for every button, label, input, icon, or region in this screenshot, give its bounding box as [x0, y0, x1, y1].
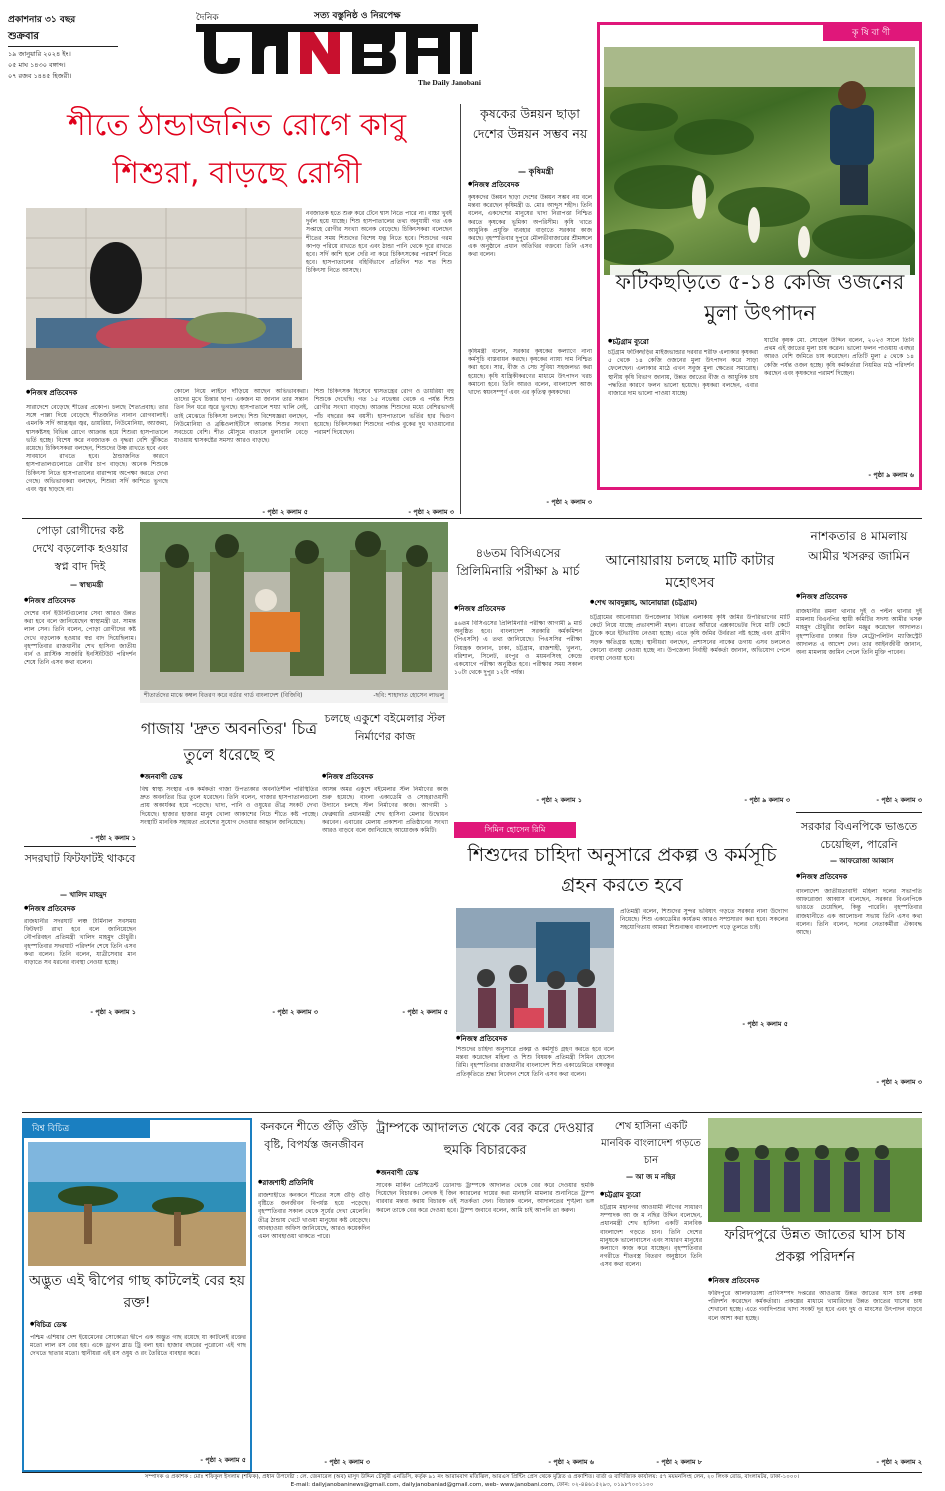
lead-body-c: কোলে নিয়ে লাইনে দাঁড়িয়ে আছেন অভিভাবকরা। তাদের মুখে চিন্তার ছাপ। একজন মা জানান তার সন্তান তিন দিন ধরে জ্বরে ভুগছে। হাসপাতালে শয্যা খালি নেই, তাই মেঝেতে চিকিৎসা চলছে। শিশু বিশেষজ্ঞরা বলছেন, নিউমোনিয়া ও ব্রঙ্কিওলাইটিসে আক্রান্ত শিশুর সংখ্যা সবচেয়ে বেশি। শীত মৌসুমে বাতাসে ধুলাবালি বেড়ে যাওয়ায় শ্বাসকষ্টের সমস্যা আরও বাড়ছে।: [174, 388, 308, 445]
column-rule: [460, 104, 461, 514]
year-label: প্রকাশনার ৩১ বছর: [8, 15, 76, 25]
bgb-photo-caption: [140, 690, 448, 703]
gaza-headline: গাজায় 'দ্রুত অবনতির' চিত্র তুলে ধরেছে হু: [140, 719, 318, 764]
world-box: [22, 1118, 252, 1472]
anowara-headline: আনোয়ারায় চলছে মাটি কাটার মহোৎসব: [605, 553, 775, 591]
sadarghat-rule: [24, 846, 136, 847]
hasina-byline: ● চট্টগ্রাম ব্যুরো: [600, 1190, 641, 1200]
row-rule-2: [22, 1112, 922, 1113]
shishu-byline: ● নিজস্ব প্রতিবেদক: [456, 1034, 507, 1044]
weekday: শুক্রবার: [8, 31, 39, 42]
hasina-attribution: — আ জ ম নছির: [626, 1173, 676, 1181]
kankone-byline: ● রাজশাহী প্রতিনিধি: [258, 1178, 313, 1188]
island-photo: [28, 1142, 246, 1266]
date-english: ১৯ জানুয়ারি ২০২৪ ইং।: [8, 50, 71, 58]
farmer-body-a: কৃষকদের উন্নয়ন ছাড়া দেশের উন্নয়ন সম্ভব নয় বলে মন্তব্য করেছেন কৃষিমন্ত্রী ড. মোঃ আব্দুস শহীদ। তিনি বলেন, একদেশের মানুষের খাদ্য নিরাপত্তা নিশ্চিত করতে কৃষকের ভূমিকা অপরিসীম। কৃষি খাতে আধুনিক প্রযুক্তি ব্যবহার বাড়াতে সরকার কাজ করছে। বৃহস্পতিবার দুপুরে মৌলভীবাজারের শ্রীমঙ্গলে এক অনুষ্ঠানে প্রধান অতিথির বক্তব্যে তিনি এসব কথা বলেন।: [468, 194, 592, 259]
sadarghat-continued: - পৃষ্ঠা ২ কলাম ১: [90, 1008, 136, 1016]
lead-byline: ● নিজস্ব প্রতিবেদক: [26, 388, 77, 398]
world-tag-label: বিশ্ব বিচিত্র: [32, 1124, 70, 1134]
krishi-body-b: ঘাটের কৃষক মো. সোহেল উদ্দিন বলেন, ২০২৩ সালে তিনি প্রথম এই জাতের মুলা চাষ করেন। ভালো ফলন পাওয়ায় এবছর আরও বেশি জমিতে চাষ করেছেন। প্রতিটি মুলা ৫ থেকে ১৪ কেজি পর্যন্ত ওজন হচ্ছে। কৃষি কর্মকর্তারা নিয়মিত মাঠ পরিদর্শন করছেন এবং কৃষকদের পরামর্শ দিচ্ছেন।: [764, 337, 914, 377]
krishi-tag: [823, 25, 919, 41]
world-tag: [24, 1120, 150, 1138]
bgb-photo: [140, 522, 448, 690]
krishi-section: [597, 22, 922, 490]
lead-photo: [26, 208, 302, 380]
kankone-headline: কনকনে শীতে গুঁড়ি গুঁড়ি বৃষ্টি, বিপর্যস্ত জনজীবন: [260, 1120, 368, 1151]
krishi-body-a: চট্টগ্রাম ফটিকছড়ির মাইজভান্ডার দরবার শরীফ এলাকার কৃষকরা ৫ থেকে ১৪ কেজি ওজনের মুলা উৎপাদন করে সাড়া ফেলেছেন। এলাকার মাঠে এখন সবুজ মুলা ক্ষেতের সমারোহ। স্থানীয় কৃষি বিভাগ জানায়, উন্নত জাতের বীজ ও আধুনিক চাষ পদ্ধতির কারণে ফলন ভালো হয়েছে। কৃষকরা বলছেন, এবার বাজারে দাম ভালো পাওয়া যাচ্ছে।: [608, 349, 758, 398]
lead-continued-1: - পৃষ্ঠা ২ কলাম ৫: [262, 508, 308, 516]
burn-continued: - পৃষ্ঠা ২ কলাম ১: [90, 834, 136, 842]
radish-photo: [604, 47, 915, 275]
world-headline: অদ্ভুত এই দ্বীপের গাছ কাটলেই বের হয় রক্ত!: [28, 1273, 246, 1311]
bnp-attribution-text: আফরোজা আব্বাস: [839, 857, 894, 865]
gaza-byline: ● জনবাণী ডেস্ক: [140, 772, 182, 782]
lead-body-a: সারাদেশে বেড়েছে শীতের প্রকোপ। চলছে শৈত্যপ্রবাহ। তার সঙ্গে পাল্লা দিয়ে বেড়েছে শীতজনিত নানান রোগবালাই। এমনকি সর্দি আন্ত্রজ্বর জ্বর, ডায়রিয়া, নিউমোনিয়া, অ্যাজমা, শ্বাসকষ্টসহ বিভিন্ন রোগে আক্রান্ত হয়ে শিশুরা হাসপাতালে ভর্তি হচ্ছে। বিশেষ করে নবজাতক ও বৃদ্ধরা বেশি ঝুঁকিতে রয়েছে। চিকিৎসকরা বলছেন, শিশুদের উষ্ণ রাখতে হবে এবং সাবধানে রাখতে হবে। ঠান্ডাজনিত কারণে হাসপাতালগুলোতে রোগীর চাপ বাড়ছে। অনেক শিশুকে চিকিৎসা নিতে হাসপাতালের বারান্দায় অপেক্ষা করতে দেখা গেছে। অভিভাবকরা বলছেন, শিশুরা সর্দি কাশিতে ভুগছে এবং জ্বর ছাড়ছে না।: [26, 404, 168, 494]
burn-attribution: — স্বাস্থ্যমন্ত্রী: [70, 581, 104, 589]
krishi-continued: - পৃষ্ঠা ৯ কলাম ৬: [868, 471, 914, 479]
amir-byline: ● নিজস্ব প্রতিবেদক: [796, 592, 847, 602]
krishi-tag-label: কৃ ষি বা ণী: [851, 28, 891, 38]
shishu-headline: শিশুদের চাহিদা অনুসারে প্রকল্প ও কর্মসূচি গ্রহন করতে হবে: [467, 844, 777, 896]
shishu-photo: [456, 908, 614, 1032]
logo: [192, 20, 482, 80]
shishu-event-art: [456, 908, 614, 1032]
bnp-rule: [796, 812, 922, 813]
shishu-body-b: প্রতিমন্ত্রী বলেন, শিশুদের সুন্দর ভবিষ্যৎ গড়তে সরকার নানা উদ্যোগ নিয়েছে। শিশু একাডেমির কার্যক্রম আরও সম্প্রসারণ করা হবে। সকলের সহযোগিতায় আমরা শিশুবান্ধব বাংলাদেশ গড়ে তুলতে চাই।: [620, 908, 788, 932]
faridpur-photo: [708, 1118, 922, 1222]
bnp-body: বাংলাদেশ জাতীয়তাবাদী মহিলা দলের সভাপতি আফরোজা আব্বাস বলেছেন, সরকার বিএনপিকে ভাঙতে চেয়েছিল, কিন্তু পারেনি। বৃহস্পতিবার রাজধানীতে এক আলোচনা সভায় তিনি এসব কথা বলেন। তিনি বলেন, দলের নেতাকর্মীরা ঐক্যবদ্ধ আছে।: [796, 888, 922, 937]
shishu-tag-label: সিমিন হোসেন রিমি: [484, 825, 546, 834]
bcs-byline: ● নিজস্ব প্রতিবেদক: [454, 604, 505, 614]
bcs-continued: - পৃষ্ঠা ২ কলাম ১: [536, 796, 582, 804]
boimela-headline: চলছে একুশে বইমেলার স্টল নির্মাণের কাজ: [324, 712, 446, 743]
radish-field-art: [604, 47, 915, 275]
anowara-body: চট্টগ্রামের আনোয়ারা উপজেলার বিভিন্ন এলাকায় কৃষি জমির উপরিভাগের মাটি কেটে নিয়ে যাচ্ছে প্রভাবশালী মহল। রাতের আঁধারে এক্সকাভেটর দিয়ে মাটি কেটে ট্রাকে করে ইটভাটায় নেওয়া হচ্ছে। এতে কৃষি জমির উর্বরতা নষ্ট হচ্ছে এবং গ্রামীণ সড়ক ক্ষতিগ্রস্ত হচ্ছে। স্থানীয়রা বলছেন, প্রশাসনের নাকের ডগায় এসব চললেও কোনো ব্যবস্থা নেওয়া হচ্ছে না। উপজেলা নির্বাহী কর্মকর্তা জানান, অভিযোগ পেলে ব্যবস্থা নেওয়া হবে।: [590, 614, 790, 663]
sadarghat-body: রাজধানীর সদরঘাট লঞ্চ টার্মিনাল সবসময় ফিটফাট রাখা হবে বলে জানিয়েছেন নৌপরিবহন প্রতিমন্ত্রী খালিদ মাহমুদ চৌধুরী। বৃহস্পতিবার সদরঘাট পরিদর্শন শেষে তিনি এসব কথা বলেন। তিনি বলেন, যাত্রীসেবার মান বাড়াতে সব ধরনের ব্যবস্থা নেওয়া হচ্ছে।: [24, 918, 136, 967]
bcs-body: ৪৬তম বিসিএসের প্রিলিমিনারি পরীক্ষা আগামী ৯ মার্চ অনুষ্ঠিত হবে। বাংলাদেশ সরকারি কর্মকমিশন (পিএসসি) এ তথ্য জানিয়েছে। পিএসসির পরীক্ষা নিয়ন্ত্রক জানান, ঢাকা, চট্টগ্রাম, রাজশাহী, খুলনা, বরিশাল, সিলেট, রংপুর ও ময়মনসিংহ কেন্দ্রে একযোগে পরীক্ষা অনুষ্ঠিত হবে। পরীক্ষার সময় সকাল ১০টা থেকে দুপুর ১২টা পর্যন্ত।: [454, 620, 582, 677]
gaza-body: বিশ্ব স্বাস্থ্য সংস্থার এক কর্মকর্তা গাজা উপত্যকার অবনতিশীল পরিস্থিতির দ্রুত অবনতির চিত্র তুলে ধরেছেন। তিনি বলেন, গাজার হাসপাতালগুলো প্রায় অকার্যকর হয়ে পড়েছে। খাদ্য, পানি ও ওষুধের তীব্র সংকট দেখা দিয়েছে। হাজার হাজার মানুষ খোলা আকাশের নিচে শীতে কষ্ট পাচ্ছে। সংস্থাটি মানবিক সহায়তা প্রবেশের সুযোগ দেওয়ার আহ্বান জানিয়েছে।: [140, 786, 318, 826]
anowara-continued: - পৃষ্ঠা ৯ কলাম ৩: [744, 796, 790, 804]
sadarghat-attribution: — খালিদ মাহমুদ: [60, 891, 107, 899]
trump-continued: - পৃষ্ঠা ২ কলাম ৬: [548, 1458, 594, 1466]
faridpur-body: ফরিদপুরে আলফাডাঙ্গা প্রাণিসম্পদ দপ্তরের আওতায় উন্নত জাতের ঘাস চাষ প্রকল্প পরিদর্শন করেছেন কর্মকর্তারা। প্রকল্পের মাধ্যমে খামারিদের উন্নত জাতের ঘাসের চাষ শেখানো হচ্ছে। এতে গবাদিপশুর খাদ্য সংকট দূর হবে এবং দুধ ও মাংসের উৎপাদন বাড়বে বলে আশা করা হচ্ছে।: [708, 1290, 922, 1322]
dragon-tree-art: [28, 1142, 246, 1266]
amir-headline: নাশকতার ৪ মামলায় আমীর খসরুর জামিন: [808, 529, 910, 563]
krishi-byline: ● চট্টগ্রাম ব্যুরো: [608, 337, 649, 347]
farmer-body-b: কৃষিমন্ত্রী বলেন, সরকার কৃষকের কল্যাণে নানা কর্মসূচি বাস্তবায়ন করছে। কৃষকের ন্যায্য দাম নিশ্চিত করা হবে। সার, বীজ ও সেচ সুবিধা সহজলভ্য করা হয়েছে। কৃষি যান্ত্রিকীকরণের মাধ্যমে উৎপাদন খরচ কমানো হবে। তিনি আরও বলেন, বাংলাদেশ আজ খাদ্যে স্বয়ংসম্পূর্ণ এবং এর কৃতিত্ব কৃষকদের।: [468, 348, 592, 397]
row-rule-1: [22, 518, 922, 519]
bcs-headline: ৪৬তম বিসিএসের প্রিলিমিনারি পরীক্ষা ৯ মার্চ: [456, 546, 580, 578]
lead-body-b: নবজাতক হতে শুরু করে টেনে শ্বাস নিতে পারে না। বাচ্চা খুবই দুর্বল হয়ে যাচ্ছে। শিশু হাসপাতালের তথ্য অনুযায়ী গত এক সপ্তাহে রোগীর সংখ্যা অনেক বেড়েছে। চিকিৎসকরা বলেছেন শীতের সময় শিশুদের বিশেষ যত্ন নিতে হবে। শিশুদের গরম কাপড় পরিয়ে রাখতে হবে এবং ঠান্ডা পানি থেকে দূরে রাখতে হবে। সর্দি কাশি হলে দেরি না করে চিকিৎসকের পরামর্শ নিতে হবে। হাসপাতালের বহির্বিভাগে প্রতিদিন শত শত শিশু চিকিৎসা নিতে আসছে।: [306, 210, 452, 275]
world-continued: - পৃষ্ঠা ২ কলাম ৫: [200, 1456, 246, 1464]
date-rule: [8, 46, 118, 47]
faridpur-continued: - পৃষ্ঠা ২ কলাম ২: [876, 1458, 922, 1466]
shishu-body-a: শিশুদের চাহিদা অনুসারে প্রকল্প ও কর্মসূচি গ্রহণ করতে হবে বলে মন্তব্য করেছেন মহিলা ও শিশু বিষয়ক প্রতিমন্ত্রী সিমিন হোসেন রিমি। বৃহস্পতিবার রাজধানীর বাংলাদেশ শিশু একাডেমিতে বঙ্গবন্ধুর প্রতিকৃতিতে শ্রদ্ধা নিবেদন শেষে তিনি এসব কথা বলেন।: [456, 1046, 614, 1078]
blanket-distribution-art: [140, 522, 448, 690]
trump-body: সাবেক মার্কিন প্রেসিডেন্ট ডোনাল্ড ট্রাম্পকে আদালত থেকে বের করে দেওয়ার হুমকি দিয়েছেন বিচারক। লেখক ই জিন ক্যারলের দায়ের করা মানহানি মামলার শুনানিতে ট্রাম্প বারবার মন্তব্য করায় বিচারক এই সতর্কতা দেন। বিচারক বলেন, আদালতের শৃঙ্খলা ভঙ্গ করলে তাকে বের করে দেওয়া হবে। ট্রাম্প জবাবে বলেন, আমি চাই আপনি তা করুন।: [376, 1182, 594, 1214]
daily-label: দৈনিক: [196, 13, 219, 23]
hospital-scene-art: [26, 208, 302, 380]
boimela-byline: ● নিজস্ব প্রতিবেদক: [322, 772, 373, 782]
date-hijri: ০৭ রজব ১৪৪৫ হিজরী।: [8, 72, 72, 80]
trump-headline: ট্রাম্পকে আদালত থেকে বের করে দেওয়ার হুমকি বিচারকের: [376, 1121, 594, 1158]
hasina-attribution-text: আ জ ম নছির: [635, 1173, 676, 1181]
grass-field-art: [708, 1118, 922, 1222]
logo-art: [192, 20, 482, 80]
bnp-byline: ● নিজস্ব প্রতিবেদক: [796, 872, 847, 882]
burn-body: দেশের বার্ন ইউনিটগুলোর সেবা আরও উন্নত করা হবে বলে জানিয়েছেন স্বাস্থ্যমন্ত্রী ডা. সামন্ত লাল সেন। তিনি বলেন, পোড়া রোগীদের কষ্ট দেখে বড়লোক হওয়ার স্বপ্ন বাদ দিয়েছিলাম। বৃহস্পতিবার রাজধানীর শেখ হাসিনা জাতীয় বার্ন ও প্লাস্টিক সার্জারি ইনস্টিটিউট পরিদর্শন শেষে তিনি এসব কথা বলেন।: [24, 610, 136, 667]
burn-attribution-text: স্বাস্থ্যমন্ত্রী: [79, 581, 104, 589]
shishu-tag: [454, 822, 576, 838]
amir-continued: - পৃষ্ঠা ২ কলাম ৩: [876, 796, 922, 804]
hasina-continued: - পৃষ্ঠা ২ কলাম ৮: [656, 1458, 702, 1466]
gaza-continued: - পৃষ্ঠা ২ কলাম ৩: [272, 1008, 318, 1016]
trump-byline: ● জনবাণী ডেস্ক: [376, 1168, 418, 1178]
bgb-photo-credit: -ছবি: শাহাদাত হোসেন লাভলু: [373, 692, 444, 699]
lead-headline: শীতে ঠান্ডাজনিত রোগে কাবু শিশুরা, বাড়ছে রোগী: [67, 108, 407, 191]
slogan: সত্য বস্তুনিষ্ঠ ও নিরপেক্ষ: [314, 11, 401, 21]
world-byline: ● বিচিত্র ডেস্ক: [30, 1320, 67, 1330]
boimela-body: আসন্ন অমর একুশে বইমেলার স্টল নির্মাণের কাজ শুরু হয়েছে। বাংলা একাডেমি ও সোহরাওয়ার্দী উদ্যানে চলছে স্টল নির্মাণের কাজ। আগামী ১ ফেব্রুয়ারি প্রধানমন্ত্রী শেখ হাসিনা মেলার উদ্বোধন করবেন। এবারের মেলায় প্রকাশনা প্রতিষ্ঠানের সংখ্যা আরও বাড়বে বলে জানিয়েছে আয়োজক কমিটি।: [322, 786, 448, 835]
date-bangla: ০৫ মাঘ ১৪৩০ বঙ্গাব্দ।: [8, 61, 66, 69]
world-body: পশ্চিম এশিয়ার দেশ ইয়েমেনের সোকোত্রা দ্বীপে এক অদ্ভুত গাছ রয়েছে যা কাটলেই রক্তের মতো লাল রস বের হয়। একে ড্রাগন ব্লাড ট্রি বলা হয়। হাজার বছরের পুরোনো এই গাছ দেখতে ছাতার মতো। স্থানীয়রা এই রস ওষুধ ও রং তৈরিতে ব্যবহার করে।: [30, 1334, 246, 1358]
anowara-byline: ● শেখ আবদুল্লাহ, আনোয়ারা (চট্টগ্রাম): [590, 598, 697, 608]
logo-subtitle: The Daily Janobani: [418, 78, 481, 87]
lead-body-d: শিশু চিকিৎসক হিসেবে শ্বাসতন্ত্রের রোগ ও ডায়রিয়া বহু শিশুকে দেখেছি। গত ১৫ নভেম্বর থেকে এ পর্যন্ত শিশু রোগীর সংখ্যা বাড়ছে। আক্রান্ত শিশুদের মধ্যে বেশিরভাগই পাঁচ বছরের কম বয়সী। হাসপাতালে ভর্তির হার দ্বিগুণ হয়েছে। চিকিৎসকরা শিশুদের পর্যাপ্ত বুকের দুধ খাওয়ানোর পরামর্শ দিয়েছেন।: [314, 388, 454, 437]
footer-imprint: সম্পাদক ও প্রকাশক : মোঃ শফিকুল ইসলাম (শফিক), প্রধান উপদেষ্টা : লে. জেনারেল (অব) মাসুদ উদ্দিন চৌধুরী এনডিসি, কর্তৃক ৯১ নং আরামবাগ মতিঝিল, আরএস প্রিন্টিং প্রেস থেকে মুদ্রিত ও প্রকাশিত। বার্তা ও বাণিজ্যিক কার্যালয়: ৫৭ ময়মনসিংহ লেন, ২০ লিংক রোড, বাংলামটর, ঢাকা-১০০০।: [144, 1474, 800, 1480]
farmer-attribution-text: কৃষিমন্ত্রী: [528, 167, 554, 176]
farmer-continued: - পৃষ্ঠা ২ কলাম ৩: [546, 498, 592, 506]
bnp-headline: সরকার বিএনপিকে ভাঙতে চেয়েছিল, পারেনি: [800, 820, 918, 851]
sadarghat-attribution-text: খালিদ মাহমুদ: [69, 891, 107, 899]
hasina-headline: শেখ হাসিনা একটি মানবিক বাংলাদেশ গড়তে চান: [601, 1121, 701, 1166]
krishi-headline: ফটিকছড়িতে ৫-১৪ কেজি ওজনের মুলা উৎপাদন: [610, 265, 910, 331]
kankone-continued: - পৃষ্ঠা ২ কলাম ৩: [324, 1458, 370, 1466]
sadarghat-headline: সদরঘাট ফিটফাটই থাকবে: [24, 852, 136, 865]
farmer-attribution: — কৃষিমন্ত্রী: [518, 167, 554, 176]
footer-contact: E-mail: dailyjanobaninews@gmail.com, dailyjanobaniad@gmail.com, web- www.janobani.com, ফোন: ০২-৪৪৬১৫২৯৩, ০১৯৮৭০০১১০০: [290, 1482, 654, 1488]
hasina-body: চট্টগ্রাম মহানগর আওয়ামী লীগের সাধারণ সম্পাদক আ জ ম নছির উদ্দিন বলেছেন, প্রধানমন্ত্রী শেখ হাসিনা একটি মানবিক বাংলাদেশ গড়তে চান। তিনি দেশের মানুষকে ভালোবাসেন এবং সাধারণ মানুষের কল্যাণে কাজ করে যাচ্ছেন। বৃহস্পতিবার নগরীতে শীতবস্ত্র বিতরণ অনুষ্ঠানে তিনি এসব কথা বলেন।: [600, 1204, 702, 1269]
sadarghat-byline: ● নিজস্ব প্রতিবেদক: [24, 904, 75, 914]
bnp-attribution: — আফরোজা আব্বাস: [830, 857, 894, 865]
kankone-body: রাজশাহীতে কনকনে শীতের সঙ্গে গুঁড়ি গুঁড়ি বৃষ্টিতে জনজীবন বিপর্যস্ত হয়ে পড়েছে। বৃহস্পতিবার সকাল থেকে সূর্যের দেখা মেলেনি। তীব্র ঠান্ডায় খেটে খাওয়া মানুষের কষ্ট বেড়েছে। আবহাওয়া অফিস জানিয়েছে, আরও কয়েকদিন এমন আবহাওয়া থাকতে পারে।: [258, 1192, 370, 1241]
boimela-continued: - পৃষ্ঠা ২ কলাম ৫: [402, 1008, 448, 1016]
farmer-byline: ● নিজস্ব প্রতিবেদক: [468, 180, 519, 190]
faridpur-headline: ফরিদপুরে উন্নত জাতের ঘাস চাষ প্রকল্প পরিদর্শন: [724, 1227, 906, 1265]
amir-body: রাজধানীর রমনা থানার দুই ও পল্টন থানার দুই মামলায় বিএনপির স্থায়ী কমিটির সদস্য আমীর খসরু মাহমুদ চৌধুরীর জামিন মঞ্জুর করেছেন আদালত। বৃহস্পতিবার ঢাকার চিফ মেট্রোপলিটন ম্যাজিস্ট্রেট আদালত এ আদেশ দেন। তার আইনজীবী জানান, অন্য মামলায় জামিন পেলে তিনি মুক্তি পাবেন।: [796, 608, 922, 657]
bgb-caption-text: শীতার্তদের মাঝে কম্বল বিতরণ করে বর্ডার গার্ড বাংলাদেশ (বিজিবি): [144, 692, 303, 699]
farmer-headline: কৃষকের উন্নয়ন ছাড়া দেশের উন্নয়ন সম্ভব নয়: [472, 106, 588, 141]
bnp-continued: - পৃষ্ঠা ২ কলাম ৩: [876, 1078, 922, 1086]
lead-continued-2: - পৃষ্ঠা ২ কলাম ৩: [408, 508, 454, 516]
burn-byline: ● নিজস্ব প্রতিবেদক: [24, 596, 75, 606]
shishu-continued: - পৃষ্ঠা ২ কলাম ৫: [742, 1020, 788, 1028]
faridpur-byline: ● নিজস্ব প্রতিবেদক: [708, 1276, 759, 1286]
burn-headline: পোড়া রোগীদের কষ্ট দেখে বড়লোক হওয়ার স্বপ্ন বাদ দিই: [32, 524, 128, 573]
